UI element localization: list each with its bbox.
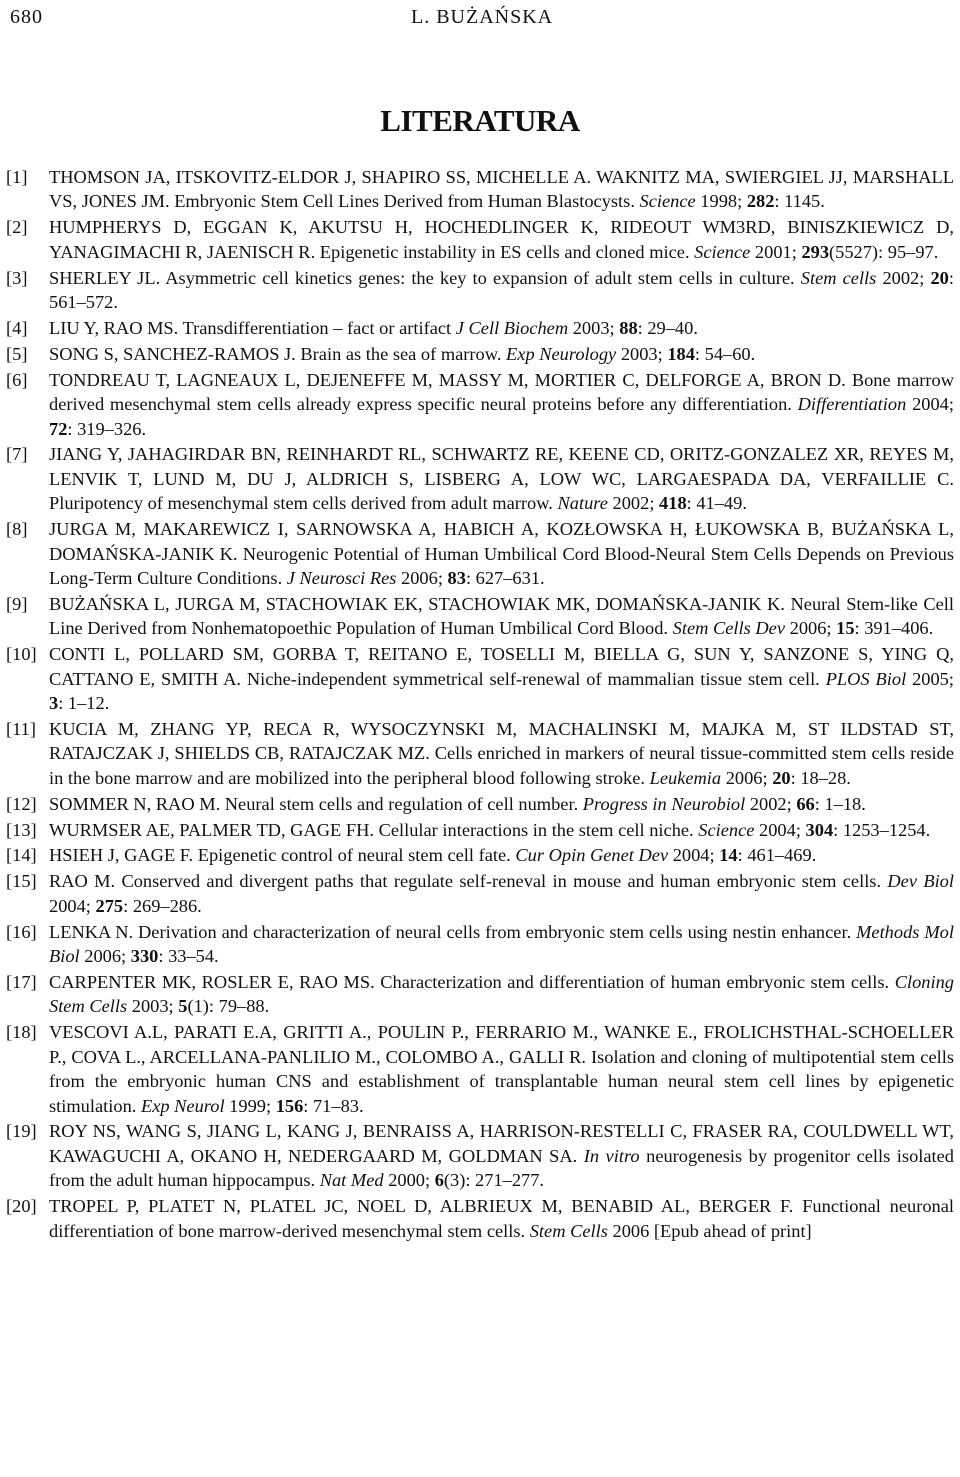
reference-authors: HUMPHERYS D, EGGAN K, AKUTSU H, HOCHEDLINGER K, RIDEOUT WM3RD, BINISZKIEWICZ D, YANAGIMACHI R, JAENISCH R. xyxy=(49,217,954,262)
reference-year: 2000; xyxy=(388,1170,431,1191)
reference-item xyxy=(6,215,954,264)
reference-pages: : 18–28. xyxy=(790,767,851,788)
reference-title: Bone marrow derived mesenchymal stem cells already express specific neural proteins before any differentiation. xyxy=(49,369,954,415)
reference-text xyxy=(49,268,954,312)
reference-volume: 66 xyxy=(796,793,815,814)
reference-text xyxy=(49,719,954,788)
reference-text xyxy=(49,871,954,915)
reference-item xyxy=(6,517,954,590)
reference-text xyxy=(49,644,954,713)
reference-volume: 5 xyxy=(178,996,188,1017)
reference-year: 2003; xyxy=(620,343,663,364)
reference-volume: 330 xyxy=(130,946,159,967)
reference-title: Neural stem cells and regulation of cell number. xyxy=(224,793,579,814)
reference-title: Neural Stem-like Cell Line Derived from Nonhematopoethic Population of Human Umbilical Cord Blood. xyxy=(49,593,954,639)
reference-text xyxy=(49,845,816,865)
reference-authors: SOMMER N, RAO M. xyxy=(49,793,221,814)
reference-journal: Progress in Neurobiol xyxy=(582,793,746,814)
reference-title: neurogenesis by progenitor cells isolated from the adult human hippocampus. xyxy=(49,1145,954,1191)
reference-volume: 72 xyxy=(49,418,68,439)
reference-volume: 293 xyxy=(801,241,830,262)
reference-pages: : 461–469. xyxy=(737,845,817,866)
reference-title: Niche-independent symmetrical self-renewal of mammalian tissue stem cell. xyxy=(246,668,820,689)
reference-pages: : 1145. xyxy=(774,191,825,212)
running-head xyxy=(0,4,960,30)
reference-year: 2003; xyxy=(572,317,615,338)
running-head-author: L. BUŻAŃSKA xyxy=(411,6,554,28)
reference-volume: 156 xyxy=(275,1095,304,1116)
reference-pages: : 627–631. xyxy=(465,568,545,588)
reference-pages: : 41–49. xyxy=(686,493,747,514)
reference-item xyxy=(6,717,954,790)
reference-text xyxy=(49,519,954,588)
reference-authors: SHERLEY JL. xyxy=(49,267,161,288)
reference-text xyxy=(49,594,954,638)
reference-pages: : 71–83. xyxy=(303,1095,364,1116)
reference-year: 2002; xyxy=(749,793,792,814)
reference-journal: Leukemia xyxy=(649,767,722,788)
reference-text xyxy=(49,318,698,338)
reference-year: 2004; xyxy=(759,819,801,840)
reference-item xyxy=(6,843,954,867)
reference-number: [7] xyxy=(6,444,28,465)
reference-item xyxy=(6,442,954,515)
reference-item xyxy=(6,316,954,340)
reference-item xyxy=(6,266,954,315)
reference-authors: VESCOVI A.L, PARATI E.A, GRITTI A., POULIN P., FERRARIO M., WANKE E., FROLICHSTHAL-SCHOELLER P., COVA L., ARCELLANA-PANLILIO M., COLOMBO A., GALLI R. xyxy=(49,1022,954,1067)
reference-title: Transdifferentiation – fact or artifact xyxy=(182,317,452,338)
reference-year: 2004; xyxy=(672,845,715,866)
page-number: 680 xyxy=(10,6,43,28)
reference-number: [14] xyxy=(6,845,37,866)
reference-number: [3] xyxy=(6,267,28,288)
reference-title: Conserved and divergent paths that regulate self-reneval in mouse and human embryonic stem cells. xyxy=(121,871,882,892)
reference-pages: (3): 271–277. xyxy=(443,1170,545,1191)
reference-item xyxy=(6,368,954,441)
reference-number: [9] xyxy=(6,593,28,614)
reference-item xyxy=(6,1020,954,1118)
reference-text xyxy=(49,344,755,364)
reference-authors: LENKA N. xyxy=(49,921,134,942)
reference-text xyxy=(49,794,866,814)
reference-pages: : 1–12. xyxy=(58,693,110,714)
reference-volume: 275 xyxy=(95,895,124,916)
reference-number: [19] xyxy=(6,1121,37,1142)
reference-authors: JURGA M, MAKAREWICZ I, SARNOWSKA A, HABICH A, KOZŁOWSKA H, ŁUKOWSKA B, BUŻAŃSKA L, DOMAŃSKA-JANIK K. xyxy=(49,519,954,564)
reference-journal: Exp Neurol xyxy=(140,1095,225,1116)
reference-authors: RAO M. xyxy=(49,871,116,892)
reference-number: [6] xyxy=(6,369,28,390)
reference-text xyxy=(49,1196,954,1240)
reference-authors: KUCIA M, ZHANG YP, RECA R, WYSOCZYNSKI M, MACHALINSKI M, MAJKA M, ST ILDSTAD ST, RATAJCZAK J, SHIELDS CB, RATAJCZAK MZ. xyxy=(49,718,954,764)
reference-pages: (1): 79–88. xyxy=(187,996,270,1017)
reference-item xyxy=(6,818,954,842)
reference-title: Isolation and cloning of multipotential stem cells from the embryonic human CNS and establishment of transplantable human neural stem cell lines by epigenetic stimulation. xyxy=(49,1046,954,1116)
reference-authors: CONTI L, POLLARD SM, GORBA T, REITANO E, TOSELLI M, BIELLA G, SUN Y, SANZONE S, YING Q, CATTANO E, SMITH A. xyxy=(49,644,954,689)
reference-volume: 14 xyxy=(719,845,738,866)
reference-pages: : 29–40. xyxy=(637,317,698,338)
reference-item xyxy=(6,970,954,1019)
reference-authors: CARPENTER MK, ROSLER E, RAO MS. xyxy=(49,972,375,992)
reference-year: 2002; xyxy=(882,267,925,288)
reference-authors: TONDREAU T, LAGNEAUX L, DEJENEFFE M, MASSY M, MORTIER C, DELFORGE A, BRON D. xyxy=(49,369,846,390)
reference-title: Pluripotency of mesenchymal stem cells derived from adult marrow. xyxy=(49,493,553,514)
reference-volume: 6 xyxy=(434,1170,444,1191)
reference-text xyxy=(49,922,954,966)
reference-volume: 88 xyxy=(619,317,638,338)
reference-number: [5] xyxy=(6,343,28,364)
reference-year: 2004; xyxy=(912,394,954,415)
reference-number: [15] xyxy=(6,871,37,892)
reference-year: 2004; xyxy=(49,895,91,916)
reference-number: [8] xyxy=(6,519,28,540)
reference-journal: Exp Neurology xyxy=(506,343,617,364)
reference-pages: : 54–60. xyxy=(694,343,756,364)
reference-number: [16] xyxy=(6,921,37,942)
reference-volume: 418 xyxy=(659,493,687,514)
reference-authors: THOMSON JA, ITSKOVITZ-ELDOR J, SHAPIRO SS, MICHELLE A. WAKNITZ MA, SWIERGIEL JJ, MARSHALL VS, JONES JM. xyxy=(49,167,954,212)
reference-pages: : 33–54. xyxy=(158,946,219,967)
reference-item xyxy=(6,792,954,816)
reference-volume: 20 xyxy=(930,267,949,288)
reference-number: [4] xyxy=(6,317,28,338)
reference-title: Embryonic Stem Cell Lines Derived from Human Blastocysts. xyxy=(174,191,635,212)
reference-title: Asymmetric cell kinetics genes: the key to expansion of adult stem cells in culture. xyxy=(165,267,795,288)
reference-title: Neurogenic Potential of Human Umbilical Cord Blood-Neural Stem Cells Depends on Previous Long-Term Culture Conditions. xyxy=(49,543,954,588)
reference-journal: Cur Opin Genet Dev xyxy=(515,845,669,866)
reference-title: Cells enriched in markers of neural tissue-committed stem cells reside in the bone marrow and are mobilized into the peripheral blood following stroke. xyxy=(49,743,954,788)
reference-text xyxy=(49,444,954,513)
reference-pages: : 319–326. xyxy=(67,418,147,439)
reference-item xyxy=(6,1119,954,1192)
reference-pages: : 561–572. xyxy=(49,267,954,313)
reference-journal: Stem Cells xyxy=(529,1220,608,1241)
reference-year: 2006; xyxy=(84,946,127,967)
reference-text xyxy=(49,972,954,1016)
reference-authors: ROY NS, WANG S, JIANG L, KANG J, BENRAISS A, HARRISON-RESTELLI C, FRASER RA, COULDWELL WT, KAWAGUCHI A, OKANO H, NEDERGAARD M, GOLDMAN SA. xyxy=(49,1121,954,1166)
section-title: LITERATURA xyxy=(380,102,580,138)
reference-year: 2002; xyxy=(612,493,655,514)
reference-journal: Methods Mol Biol xyxy=(49,921,954,967)
reference-title: Brain as the sea of marrow. xyxy=(300,343,502,364)
reference-number: [1] xyxy=(6,167,28,187)
reference-journal: Differentiation xyxy=(797,394,907,415)
reference-text xyxy=(49,1121,954,1190)
reference-title: Epigenetic instability in ES cells and cloned mice. xyxy=(319,241,690,262)
reference-item xyxy=(6,165,954,214)
reference-journal: PLOS Biol xyxy=(825,668,907,689)
reference-list xyxy=(6,165,954,1244)
reference-number: [10] xyxy=(6,644,37,665)
reference-authors: LIU Y, RAO MS. xyxy=(49,317,179,338)
reference-number: [11] xyxy=(6,718,36,739)
reference-item xyxy=(6,869,954,918)
reference-item xyxy=(6,342,954,366)
reference-year: 2006 xyxy=(612,1220,650,1241)
reference-item xyxy=(6,592,954,641)
reference-year: 2003; xyxy=(131,996,174,1017)
reference-item xyxy=(6,1194,954,1243)
reference-text xyxy=(49,217,954,261)
reference-year: 2006; xyxy=(789,618,832,639)
reference-journal: Science xyxy=(639,191,696,212)
reference-volume: 20 xyxy=(772,767,791,788)
reference-pages: (5527): 95–97. xyxy=(829,241,939,262)
reference-title: Derivation and characterization of neural cells from embryonic stem cells using nestin enhancer. xyxy=(138,921,852,942)
reference-pages: : 1253–1254. xyxy=(833,819,931,840)
reference-authors: BUŻAŃSKA L, JURGA M, STACHOWIAK EK, STACHOWIAK MK, DOMAŃSKA-JANIK K. xyxy=(49,593,785,614)
reference-authors: HSIEH J, GAGE F. xyxy=(49,845,194,866)
reference-year: 2006; xyxy=(725,767,768,788)
reference-number: [12] xyxy=(6,793,37,814)
reference-year: 2001; xyxy=(754,241,797,262)
reference-number: [18] xyxy=(6,1022,37,1043)
reference-number: [20] xyxy=(6,1196,37,1217)
reference-authors: WURMSER AE, PALMER TD, GAGE FH. xyxy=(49,819,374,840)
reference-volume: 15 xyxy=(836,618,855,639)
reference-pages: : 1–18. xyxy=(814,793,866,814)
reference-pages: [Epub ahead of print] xyxy=(653,1220,812,1241)
reference-title: Cellular interactions in the stem cell niche. xyxy=(378,819,694,840)
reference-pages: : 269–286. xyxy=(123,895,202,916)
reference-text xyxy=(49,820,930,840)
reference-item xyxy=(6,642,954,715)
reference-journal: Cloning Stem Cells xyxy=(49,972,954,1017)
reference-number: [13] xyxy=(6,819,37,840)
reference-title-lead: In vitro xyxy=(583,1145,640,1166)
reference-title: Epigenetic control of neural stem cell fate. xyxy=(197,845,511,866)
reference-authors: SONG S, SANCHEZ-RAMOS J. xyxy=(49,343,296,364)
reference-journal: Stem Cells Dev xyxy=(672,618,786,639)
reference-volume: 282 xyxy=(746,191,775,212)
reference-item xyxy=(6,920,954,969)
reference-title: Characterization and differentiation of human embryonic stem cells. xyxy=(380,972,890,992)
reference-journal: Nature xyxy=(557,493,608,514)
reference-journal: J Neurosci Res xyxy=(286,568,397,588)
reference-journal: Science xyxy=(698,819,755,840)
reference-year: 2005; xyxy=(912,668,954,689)
reference-journal: Stem cells xyxy=(800,267,877,288)
reference-year: 2006; xyxy=(401,568,443,588)
reference-volume: 3 xyxy=(49,693,59,714)
reference-authors: TROPEL P, PLATET N, PLATEL JC, NOEL D, ALBRIEUX M, BENABID AL, BERGER F. xyxy=(49,1196,794,1217)
reference-title: Functional neuronal differentiation of bone marrow-derived mesenchymal stem cells. xyxy=(49,1196,954,1241)
reference-authors: JIANG Y, JAHAGIRDAR BN, REINHARDT RL, SCHWARTZ RE, KEENE CD, ORITZ-GONZALEZ XR, REYES M, LENVIK T, LUND M, DU J, ALDRICH S, LISBERG A, LOW WC, LARGAESPADA DA, VERFAILLIE C. xyxy=(49,444,954,489)
reference-volume: 83 xyxy=(447,568,466,588)
reference-journal: Dev Biol xyxy=(887,871,954,892)
reference-journal: Nat Med xyxy=(319,1170,384,1191)
reference-journal: J Cell Biochem xyxy=(455,317,569,338)
reference-year: 1999; xyxy=(229,1095,272,1116)
reference-year: 1998; xyxy=(700,191,743,212)
reference-text xyxy=(49,1022,954,1115)
reference-number: [2] xyxy=(6,217,28,238)
reference-text xyxy=(49,167,954,211)
reference-pages: : 391–406. xyxy=(854,618,934,639)
reference-number: [17] xyxy=(6,972,37,992)
reference-text xyxy=(49,370,954,439)
reference-volume: 184 xyxy=(667,343,695,364)
reference-journal: Science xyxy=(694,241,751,262)
reference-volume: 304 xyxy=(805,819,834,840)
